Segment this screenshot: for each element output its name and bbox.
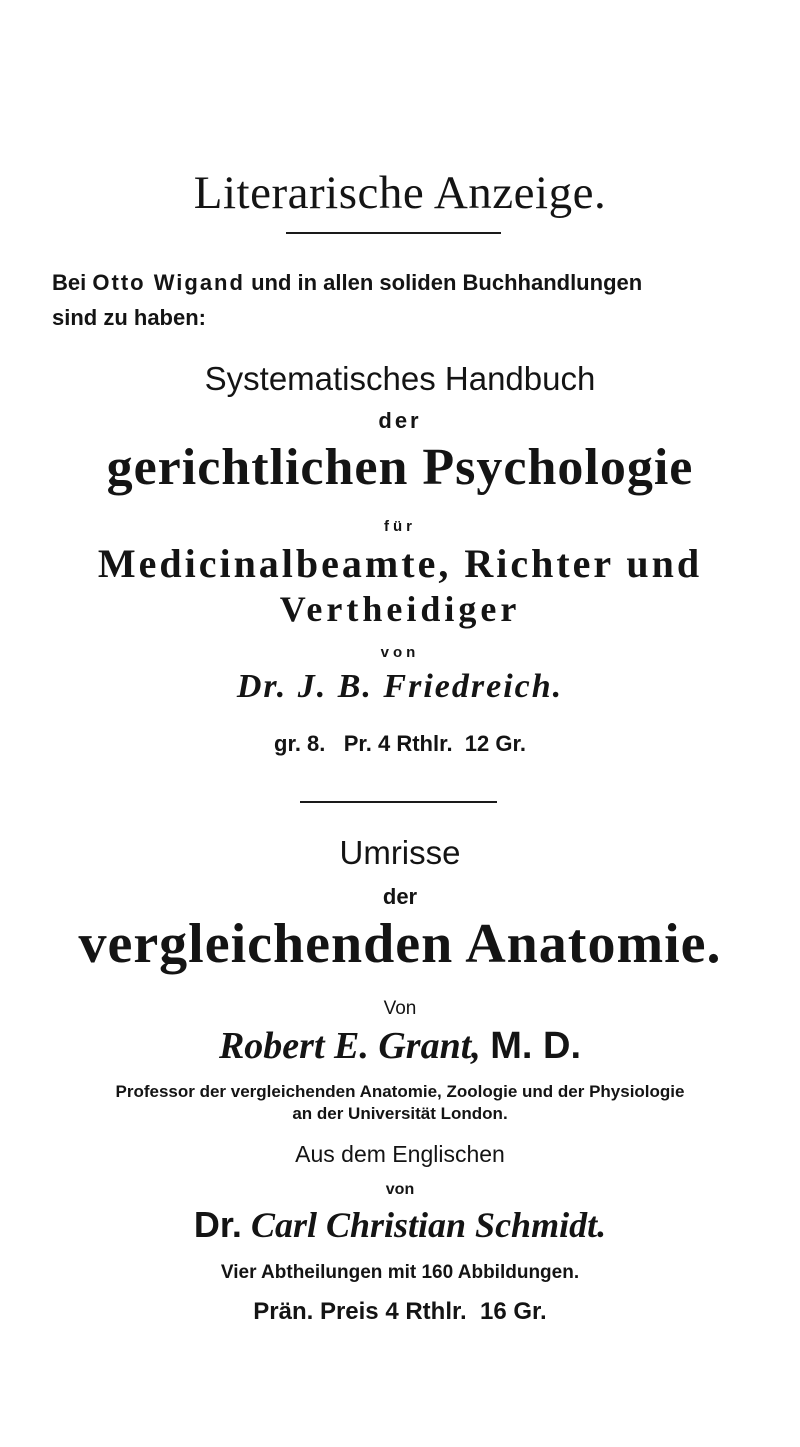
book1-title-line-1: Systematisches Handbuch [204, 360, 596, 397]
book1-audience-line-1: Medicinalbeamte, Richter und [97, 541, 703, 586]
book1-price: gr. 8. Pr. 4 Rthlr. 12 Gr. [274, 731, 526, 756]
intro-line-1 [52, 270, 642, 296]
header-divider [286, 232, 501, 234]
book2-author [0, 1024, 800, 1068]
book2-author-degree: M. D. [490, 1025, 582, 1067]
book2-translator [0, 1204, 800, 1246]
book2-main-title: vergleichenden Anatomie. [78, 913, 722, 975]
book2-author-name: Robert E. Grant, [218, 1025, 481, 1067]
book2-title-line-1: Umrisse [339, 834, 461, 871]
book2-affiliation-line-2: an der Universität London. [292, 1104, 508, 1123]
book1-for-word: für [384, 518, 416, 535]
intro-line-2: sind zu haben: [52, 305, 206, 330]
section-divider [300, 801, 497, 803]
intro-rest: und in allen soliden Buchhandlungen [251, 270, 643, 295]
book2-title-article: der [382, 884, 418, 909]
book1-author: Dr. J. B. Friedreich. [236, 668, 564, 705]
book2-by-word: Von [383, 998, 417, 1019]
publisher-name: Otto Wigand [92, 270, 245, 295]
intro-prefix: Bei [52, 270, 87, 295]
book2-translator-name: Carl Christian Schmidt. [250, 1205, 607, 1245]
book2-parts: Vier Abtheilungen mit 160 Abbildungen. [220, 1262, 580, 1283]
book2-translated-from: Aus dem Englischen [295, 1141, 505, 1167]
book1-audience-line-2: Vertheidiger [279, 589, 521, 629]
book2-translator-title: Dr. [193, 1204, 242, 1245]
book2-affiliation-line-1: Professor der vergleichenden Anatomie, Zoologie und der Physiologie [115, 1082, 685, 1101]
book1-title-article: der [378, 408, 422, 433]
page-title: Literarische Anzeige. [193, 167, 607, 219]
book2-translator-by: von [385, 1181, 415, 1198]
book1-by-word: von [380, 644, 420, 661]
book2-price: Prän. Preis 4 Rthlr. 16 Gr. [253, 1298, 547, 1325]
book1-main-title: gerichtlichen Psychologie [106, 439, 694, 496]
